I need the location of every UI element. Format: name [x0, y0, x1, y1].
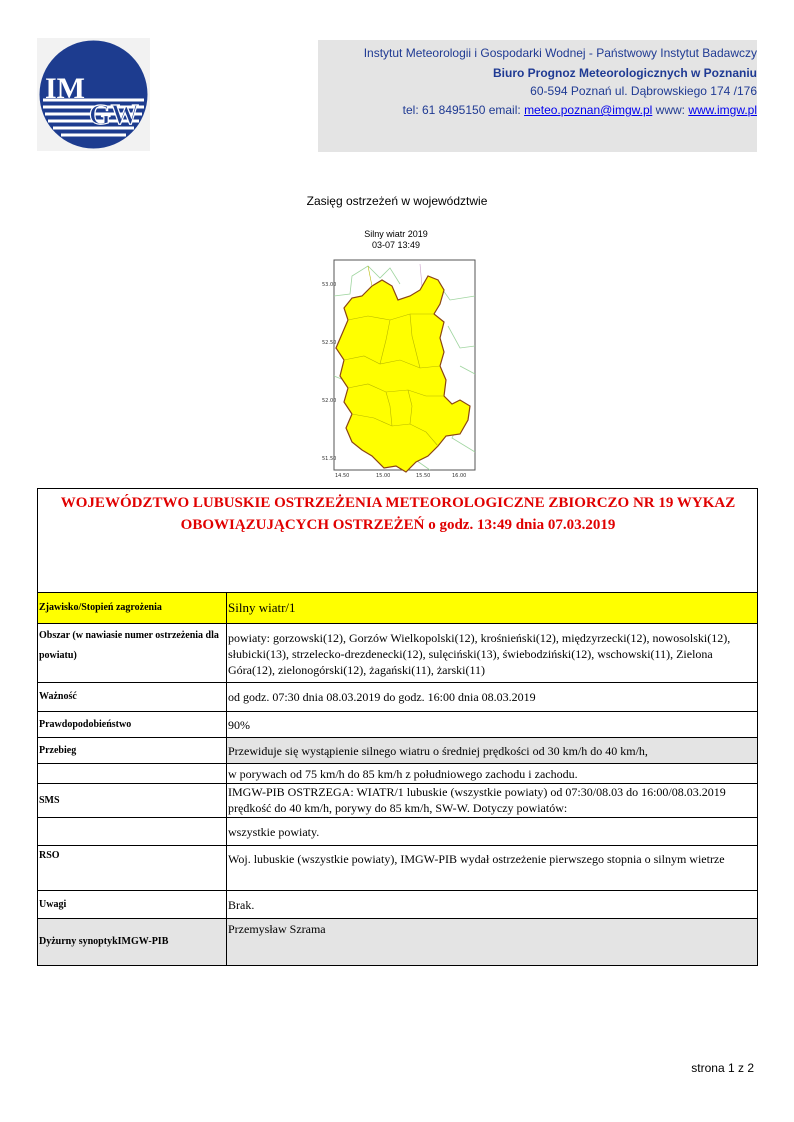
- map-xtick: 16.00: [452, 473, 467, 479]
- forecaster-value: Przemysław Szrama: [227, 919, 758, 966]
- section-title: Zasięg ostrzeżeń w województwie: [306, 194, 488, 208]
- remarks-value: Brak.: [227, 891, 758, 919]
- validity-label: Ważność: [38, 683, 227, 712]
- rso-label: RSO: [38, 846, 227, 891]
- sms-value-1: IMGW-PIB OSTRZEGA: WIATR/1 lubuskie (wszystkie powiaty) od 07:30/08.03 do 16:00/08.03.2019 prędkość do 40 km/h, porywy do 85 km/h, SW-W. Dotyczy powiatów:: [227, 784, 758, 818]
- table-row: [38, 784, 758, 818]
- table-row: [38, 764, 758, 784]
- warning-map: [320, 256, 492, 484]
- warning-title-text: WOJEWÓDZTWO LUBUSKIE OSTRZEŻENIA METEOROLOGICZNE ZBIORCZO NR 19 WYKAZ OBOWIĄZUJĄCYCH OSTRZEŻEŃ o godz. 13:49 dnia 07.03.2019: [60, 495, 736, 533]
- course-value-2: w porywach od 75 km/h do 85 km/h z południowego zachodu i zachodu.: [227, 764, 758, 784]
- www-label: www:: [652, 103, 689, 117]
- area-label: Obszar (w nawiasie numer ostrzeżenia dla powiatu): [38, 624, 227, 683]
- map-title: [346, 229, 446, 251]
- map-ytick: 51.50: [322, 456, 337, 462]
- table-row: [38, 593, 758, 624]
- probability-label: Prawdopodobieństwo: [38, 712, 227, 738]
- warning-title: [38, 489, 758, 593]
- map-title-line1: Silny wiatr 2019: [364, 229, 428, 239]
- table-row: [38, 712, 758, 738]
- validity-value: od godz. 07:30 dnia 08.03.2019 do godz. 16:00 dnia 08.03.2019: [227, 683, 758, 712]
- rso-value: Woj. lubuskie (wszystkie powiaty), IMGW-PIB wydał ostrzeżenie pierwszego stopnia o silnym wietrze: [227, 846, 758, 891]
- phenomenon-value: Silny wiatr/1: [227, 593, 758, 624]
- table-row: [38, 919, 758, 966]
- forecaster-label: Dyżurny synoptykIMGW-PIB: [38, 919, 227, 966]
- office-name: Biuro Prognoz Meteorologicznych w Poznaniu: [492, 66, 757, 80]
- www-link[interactable]: www.imgw.pl: [688, 103, 757, 117]
- phenomenon-label: Zjawisko/Stopień zagrożenia: [38, 593, 227, 624]
- map-ytick: 52.00: [322, 398, 337, 404]
- map-xtick: 15.00: [376, 473, 391, 479]
- institute-name: Instytut Meteorologii i Gospodarki Wodnej - Państwowy Instytut Badawczy: [363, 46, 757, 60]
- map-title-line2: 03-07 13:49: [371, 240, 421, 250]
- logo-text-top: IM: [45, 72, 85, 105]
- table-row: [38, 683, 758, 712]
- table-row: [38, 846, 758, 891]
- probability-value: 90%: [227, 712, 758, 738]
- area-value: powiaty: gorzowski(12), Gorzów Wielkopolski(12), krośnieński(12), międzyrzecki(12), nowosolski(12), słubicki(13), strzelecko-drezdenecki(12), sulęciński(13), świebodziński(12), wschowski(11), Zielona Góra(12), zielonogórski(12), żagański(11), żarski(11): [227, 624, 758, 683]
- tel-label: tel: 61 8495150 email:: [402, 103, 525, 117]
- email-link[interactable]: meteo.poznan@imgw.pl: [524, 103, 653, 117]
- sms-value-2: wszystkie powiaty.: [227, 818, 758, 846]
- map-xtick: 15.50: [416, 473, 431, 479]
- remarks-label: Uwagi: [38, 891, 227, 919]
- map-xtick: 14.50: [335, 473, 350, 479]
- office-address: 60-594 Poznań ul. Dąbrowskiego 174 /176: [530, 84, 757, 98]
- map-ytick: 53.00: [322, 282, 337, 288]
- table-row: [38, 818, 758, 846]
- office-contacts: [403, 103, 757, 117]
- table-row: [38, 891, 758, 919]
- course-empty-label: [38, 764, 227, 784]
- logo-text-bottom: GW: [89, 100, 139, 131]
- sms-empty-label: [38, 818, 227, 846]
- sms-label: SMS: [38, 784, 227, 818]
- table-row: [38, 738, 758, 764]
- table-title-row: [38, 489, 758, 593]
- table-row: [38, 624, 758, 683]
- map-ytick: 52.50: [322, 340, 337, 346]
- warning-table: [37, 488, 758, 966]
- page-number: strona 1 z 2: [691, 1061, 754, 1075]
- course-value-1: Przewiduje się wystąpienie silnego wiatru o średniej prędkości od 30 km/h do 40 km/h,: [227, 738, 758, 764]
- course-label: Przebieg: [38, 738, 227, 764]
- imgw-logo: [37, 38, 150, 151]
